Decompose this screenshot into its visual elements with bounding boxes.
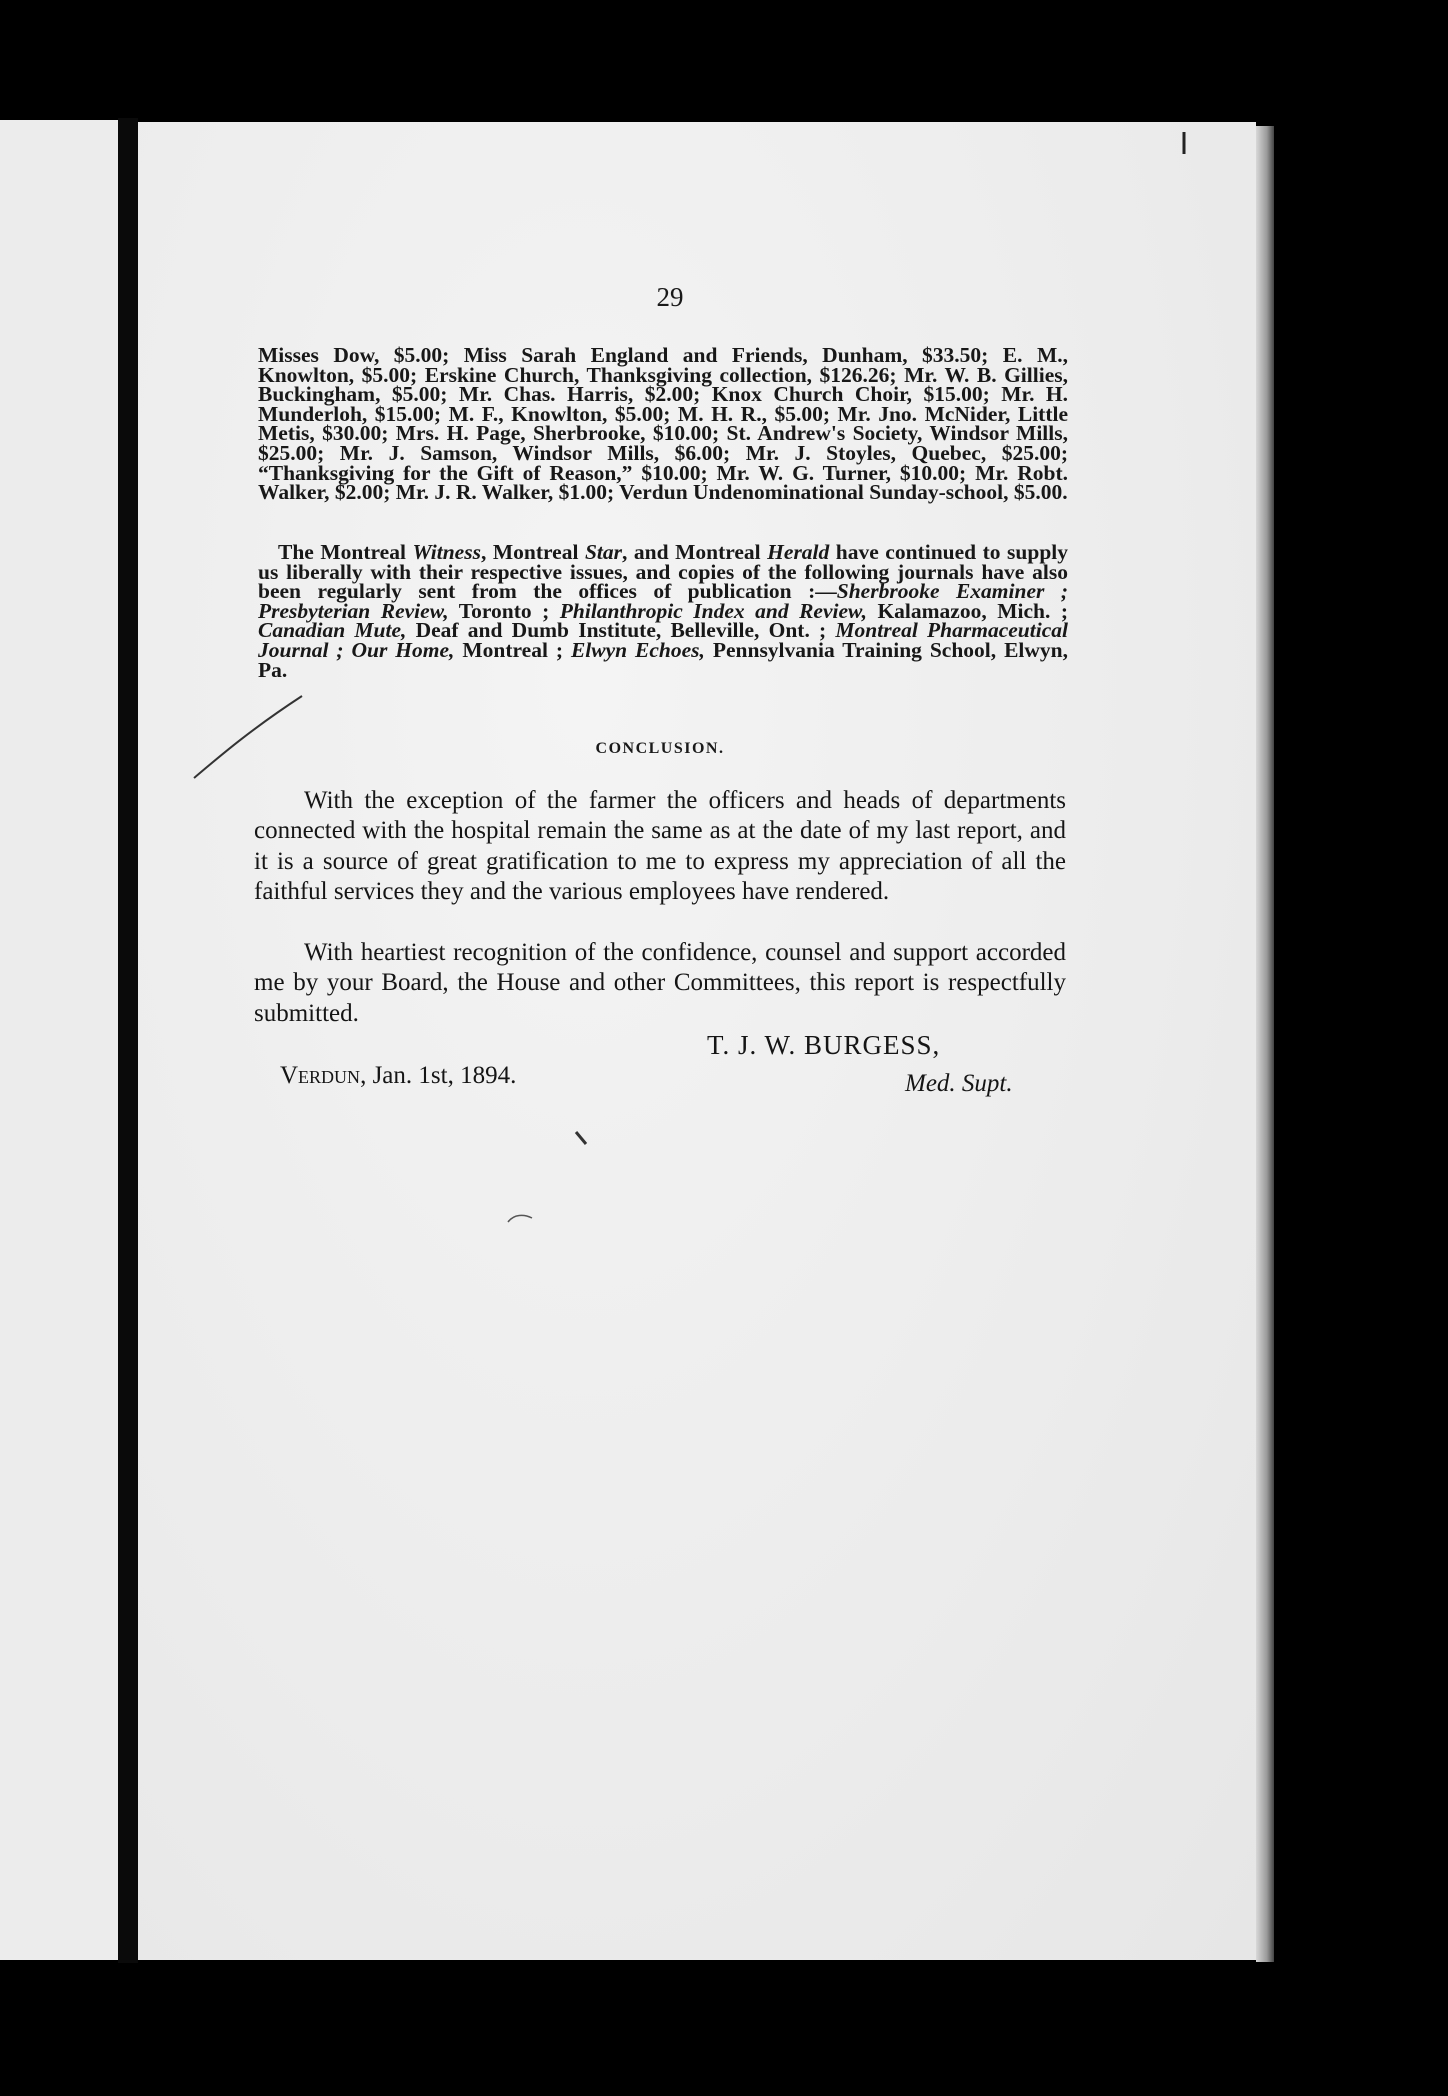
page-number: 29: [656, 282, 684, 312]
donations-paragraph: Misses Dow, $5.00; Miss Sarah England and Friends, Dunham, $33.50; E. M., Knowlton, $5.00; Erskine Church, Thanksgiving collection, $126.26; Mr. W. B. Gillies, Buckingham, $5.00; Mr. Chas. Harris, $2.00; Knox Church Choir, $15.00; Mr. H. Munderloh, $15.00; M. F., Knowlton, $5.00; M. H. R., $5.00; Mr. Jno. McNider, Little Metis, $30.00; Mrs. H. Page, Sherbrooke, $10.00; St. Andrew's Society, Windsor Mills, $25.00; Mr. J. Samson, Windsor Mills, $6.00; Mr. J. Stoyles, Quebec, $25.00; “Thanksgiving for the Gift of Reason,” $10.00; Mr. W. G. Turner, $10.00; Mr. Robt. Walker, $2.00; Mr. J. R. Walker, $1.00; Verdun Undenominational Sunday-school, $5.00.: [258, 343, 1068, 505]
journals-paragraph: The Montreal Witness, Montreal Star, and Montreal Herald have continued to supply us liberally with their respective issues, and copies of the following journals have also been regularly sent from the offices of publication :—Sherbrooke Examiner ; Presbyterian Review, Toronto ; Philanthropic Index and Review, Kalamazoo, Mich. ; Canadian Mute, Deaf and Dumb Institute, Belleville, Ont. ; Montreal Pharmaceutical Journal ; Our Home, Montreal ; Elwyn Echoes, Pennsylvania Training School, Elwyn, Pa.: [258, 540, 1069, 682]
speck-mark: [574, 1130, 594, 1150]
date: , Jan. 1st, 1894.: [360, 1062, 517, 1089]
donations-list: [258, 343, 1068, 505]
curl-mark: [506, 1212, 536, 1226]
place: Verdun: [280, 1062, 361, 1089]
conclusion-paragraph-1: With the exception of the farmer the officers and heads of departments connected with the hospital remain the same as at the date of my last report, and it is a source of great gratification to me to express my appreciation of all the faithful services they and the various employees have rendered.: [254, 787, 1066, 906]
journals-section: [258, 540, 1069, 682]
conclusion-paragraph-2: With heartiest recognition of the confidence, counsel and support accorded me by your Board, the House and other Committees, this report is respectfully submitted.: [254, 939, 1066, 1027]
conclusion-heading: CONCLUSION.: [595, 740, 725, 757]
adjacent-page-edge: [0, 120, 118, 1960]
top-right-tick: [1180, 130, 1188, 156]
signature-title: Med. Supt.: [905, 1070, 1013, 1097]
place-and-date: [280, 1062, 516, 1090]
book-gutter: [118, 118, 138, 1963]
page-shadow-edge: [1256, 126, 1274, 1962]
signature-name: T. J. W. BURGESS,: [707, 1030, 941, 1060]
pen-stroke-mark: [190, 690, 310, 790]
